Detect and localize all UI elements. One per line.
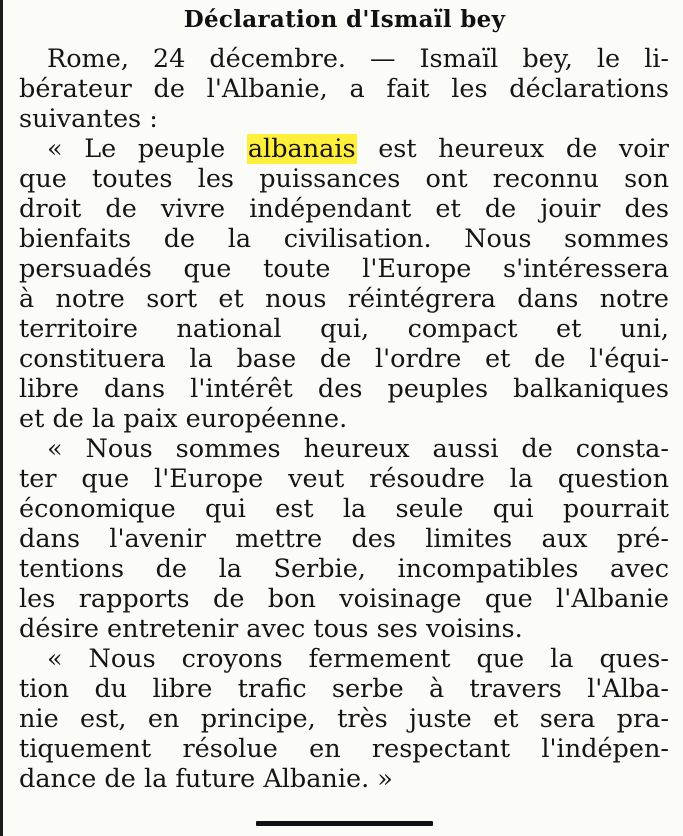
article-line: « Nous croyons fermement que la ques- [47, 644, 669, 674]
article-line: à notre sort et nous réintégrera dans notre [19, 284, 669, 314]
highlighted-search-term: albanais [247, 134, 356, 164]
article-line: persuadés que toute l'Europe s'intéressera [19, 254, 669, 284]
article-line: tentions de la Serbie, incompatibles avec [19, 554, 669, 584]
section-divider-rule [256, 821, 433, 826]
article-line: dance de la future Albanie. » [19, 764, 393, 794]
article-headline: Déclaration d'Ismaïl bey [183, 6, 506, 33]
article-line: territoire national qui, compact et uni, [19, 314, 669, 344]
article-body [19, 44, 669, 794]
article-line: libre dans l'intérêt des peuples balkaniques [19, 374, 669, 404]
article-line: bérateur de l'Albanie, a fait les déclarations [19, 74, 669, 104]
article-line: économique qui est la seule qui pourrait [19, 494, 669, 524]
article-line-highlighted [19, 134, 669, 164]
article-line: et de la paix européenne. [19, 404, 348, 434]
article-line: dans l'avenir mettre des limites aux pré- [19, 524, 669, 554]
article-line: nie est, en principe, très juste et sera pra- [19, 704, 669, 734]
article-line: bienfaits de la civilisation. Nous sommes [19, 224, 669, 254]
text-fragment: « Le peuple [47, 134, 247, 164]
article-line: ter que l'Europe veut résoudre la question [19, 464, 669, 494]
article-line: désire entretenir avec tous ses voisins. [19, 614, 523, 644]
article-line: constituera la base de l'ordre et de l'équi- [19, 344, 669, 374]
article-line: que toutes les puissances ont reconnu son [19, 164, 669, 194]
article-line: les rapports de bon voisinage que l'Albanie [19, 584, 669, 614]
article-line: « Nous sommes heureux aussi de consta- [47, 434, 669, 464]
article-line: Rome, 24 décembre. — Ismaïl bey, le li- [47, 44, 669, 74]
article-line: tion du libre trafic serbe à travers l'Alba- [19, 674, 669, 704]
article-line: suivantes : [19, 104, 158, 134]
article-line: droit de vivre indépendant et de jouir des [19, 194, 669, 224]
text-fragment: est heureux de voir [356, 134, 669, 164]
article-line: tiquement résolue en respectant l'indépen- [19, 734, 669, 764]
